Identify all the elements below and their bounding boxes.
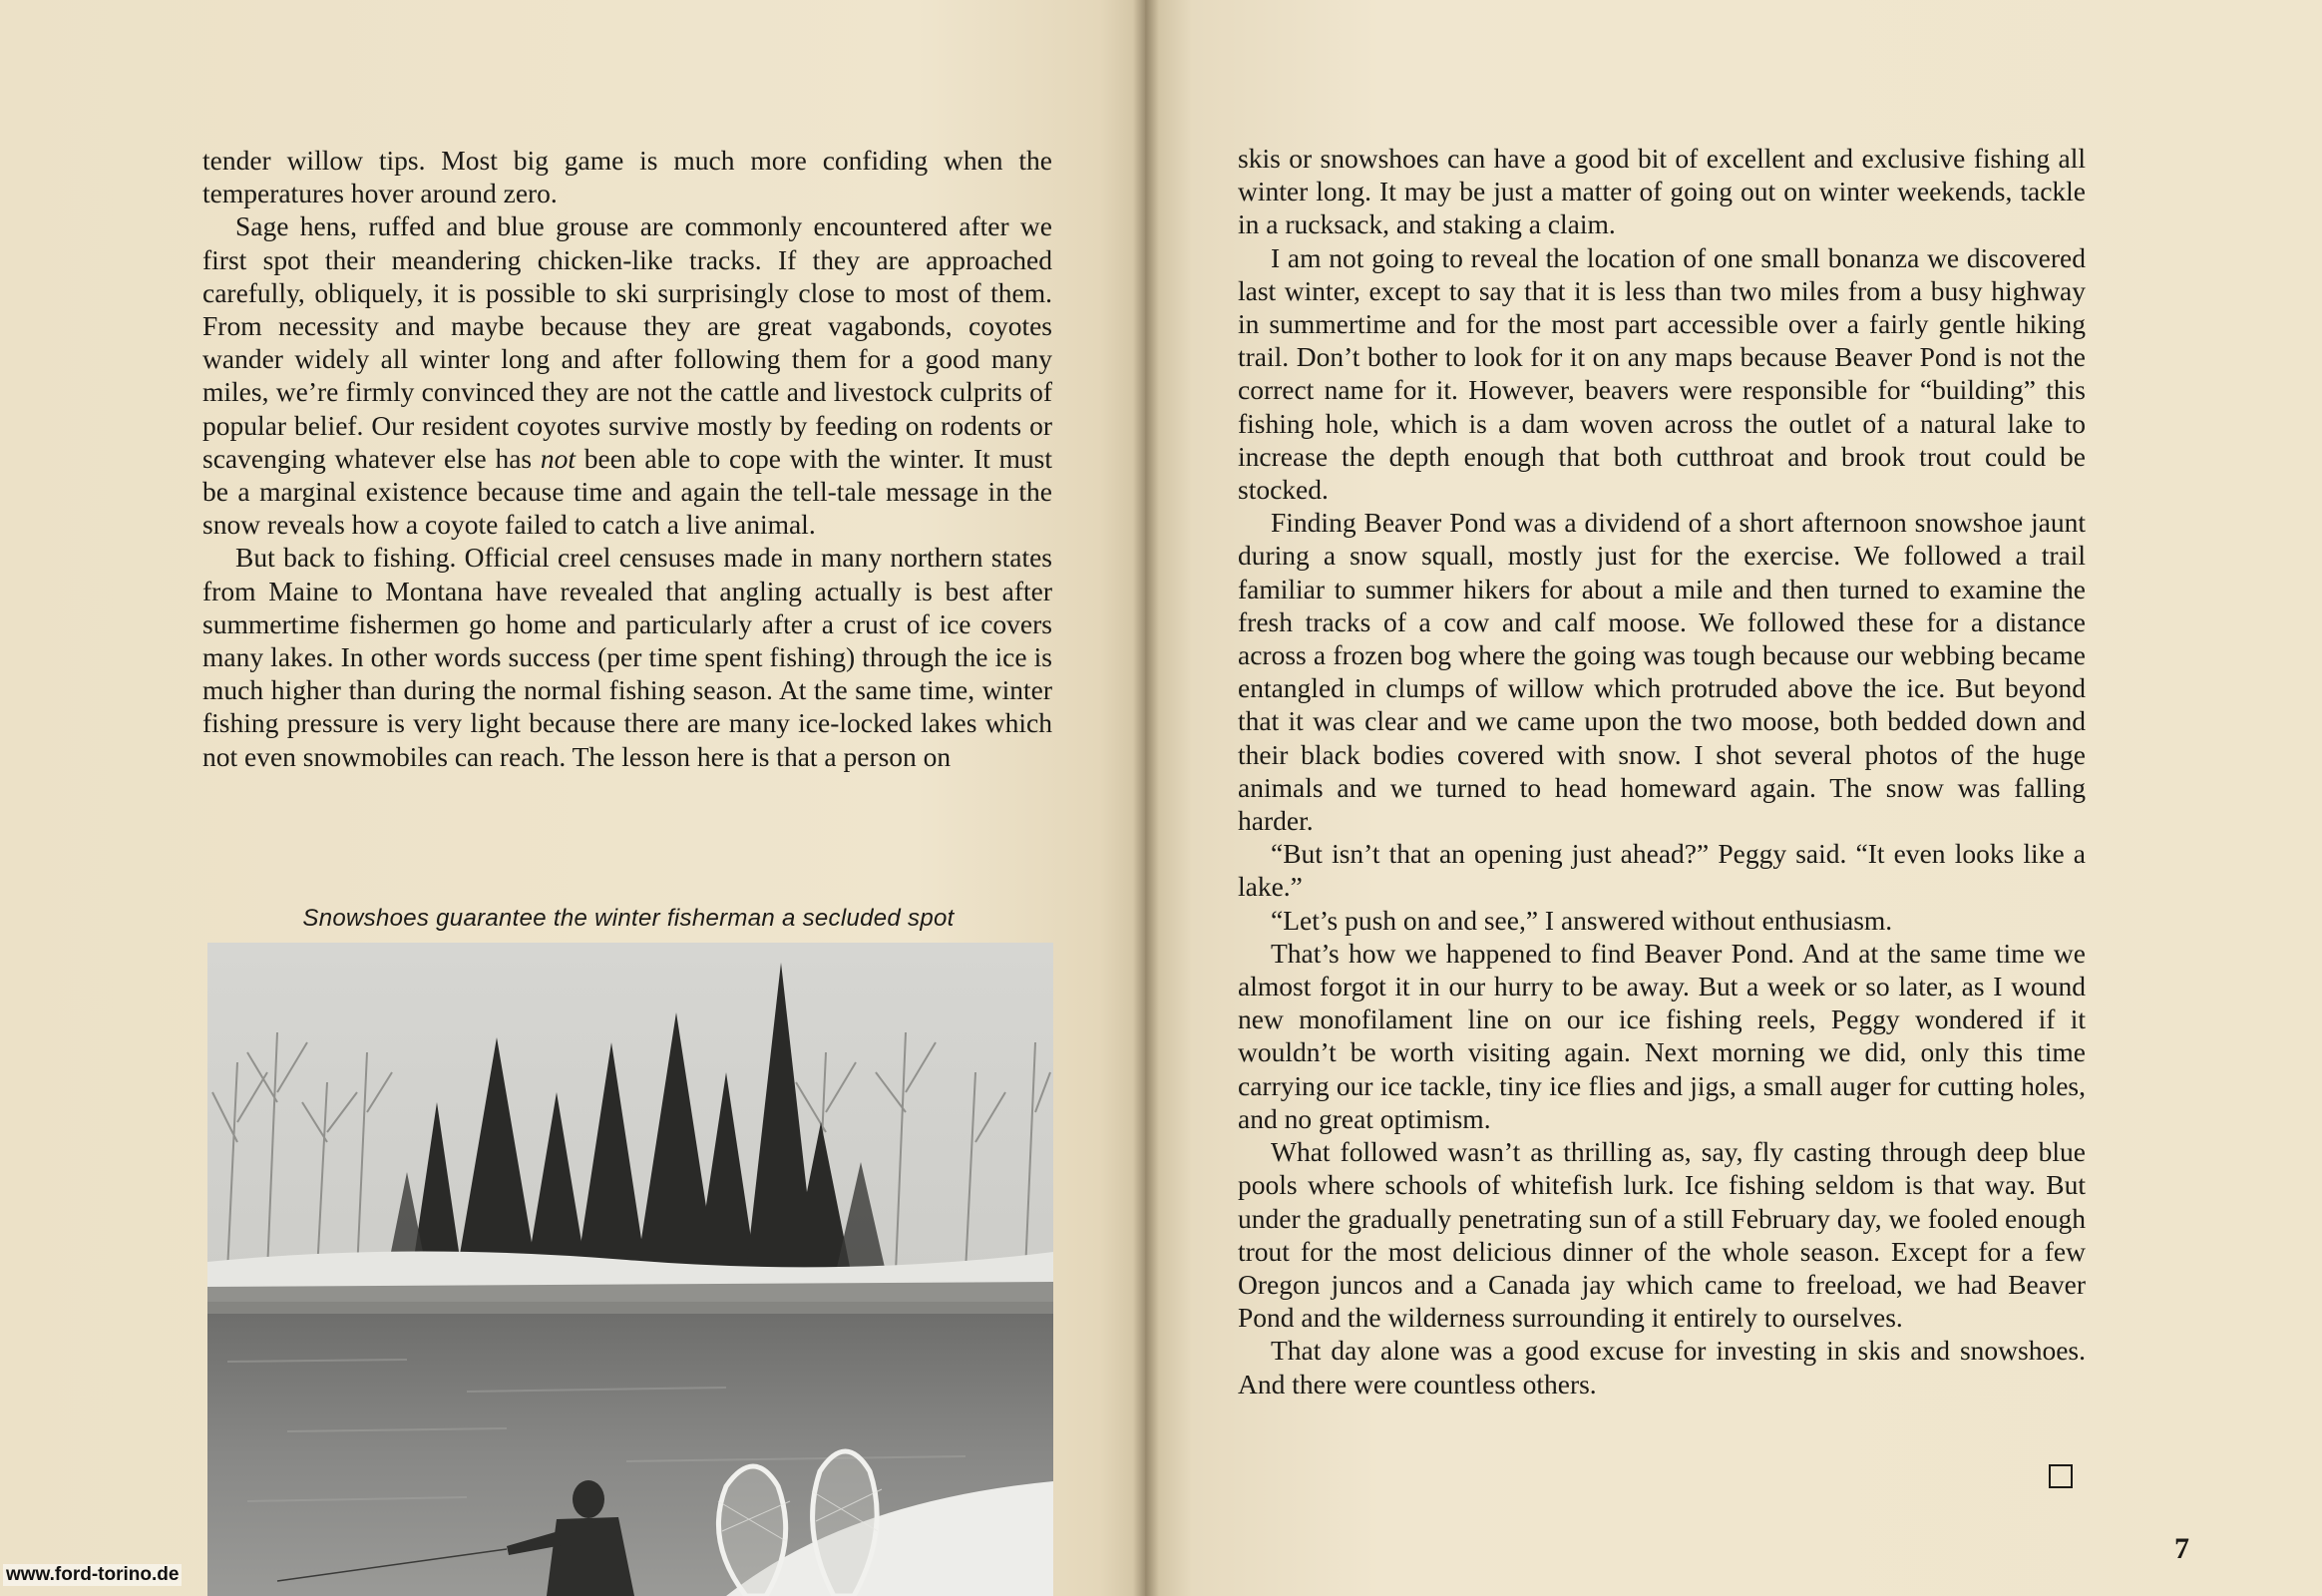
paragraph: Finding Beaver Pond was a dividend of a short afternoon snowshoe jaunt during a snow squall, mostly just for the exercise. We followed a trail familiar to summer hikers for about a mile and then turned to examine the fresh tracks of a cow and calf moose. We followed these for a distance across a frozen bog where the going was tough because our webbing became entangled in clumps of willow which protruded above the ice. But beyond that it was clear and we came upon the two moose, both bedded down and their black bodies covered with snow. I shot several photos of the huge animals and we turned to head homeward again. The snow was falling harder. — [1238, 507, 2086, 837]
paragraph: But back to fishing. Official creel censuses made in many northern states from Maine to Montana have revealed that angling actually is best after summertime fishermen go home and particularly after a crust of ice covers many lakes. In other words success (per time spent fishing) through the ice is much higher than during the normal fishing season. At the same time, winter fishing pressure is very light because there are many ice-locked lakes which not even snowmobiles can reach. The lesson here is that a person on — [202, 542, 1052, 772]
left-text-column — [202, 144, 1052, 773]
book-gutter — [1133, 0, 1159, 1596]
site-watermark: www.ford-torino.de — [3, 1564, 182, 1586]
page-number: 7 — [2174, 1532, 2189, 1565]
paragraph: That’s how we happened to find Beaver Pond. And at the same time we almost forgot it in our hurry to be away. But a week or so later, as I wound new monofilament line on our ice fishing reels, Peggy wondered if it wouldn’t be worth visiting again. Next morning we did, only this time carrying our ice tackle, tiny ice flies and jigs, a small auger for cutting holes, and no great optimism. — [1238, 937, 2086, 1134]
paragraph: tender willow tips. Most big game is much more confiding when the temperatures hover around zero. — [202, 145, 1052, 209]
snowshoe-fisherman-photo — [207, 943, 1053, 1596]
left-page — [0, 0, 1145, 1596]
paragraph: skis or snowshoes can have a good bit of excellent and exclusive fishing all winter long. It may be just a matter of going out on winter weekends, tackle in a rucksack, and staking a claim. — [1238, 143, 2086, 240]
emphasis-text: not — [540, 442, 576, 474]
right-text-column — [1238, 142, 2086, 1400]
paragraph — [202, 209, 1052, 541]
paragraph-text: Sage hens, ruffed and blue grouse are commonly encountered after we first spot their meandering chicken-like tracks. If they are approached carefully, obliquely, it is possible to ski surprisingly close to most of them. From necessity and maybe because they are great vagabonds, coyotes wander widely all winter long and after following them for a good many miles, we’re firmly convinced they are not the cattle and livestock culprits of popular belief. Our resident coyotes survive mostly by feeding on rodents or scavenging whatever else has — [202, 210, 1052, 474]
end-of-article-mark — [2049, 1464, 2073, 1488]
paragraph: What followed wasn’t as thrilling as, say, fly casting through deep blue pools where schools of whitefish lurk. Ice fishing seldom is that way. But under the gradually penetrating sun of a still February day, we fooled enough trout for the most delicious dinner of the whole season. Except for a few Oregon juncos and a Canada jay which came to freeload, we had Beaver Pond and the wilderness surrounding it entirely to ourselves. — [1238, 1136, 2086, 1334]
paragraph: “Let’s push on and see,” I answered without enthusiasm. — [1271, 904, 1893, 936]
paragraph-text: been able to cope with the winter. It must be a marginal existence because time and again the tell-tale message in the snow reveals how a coyote failed to catch a live animal. — [202, 442, 1052, 541]
photo-caption: Snowshoes guarantee the winter fisherman a secluded spot — [302, 905, 955, 932]
paragraph: I am not going to reveal the location of one small bonanza we discovered last winter, except to say that it is less than two miles from a busy highway in summertime and for the most part accessible over a fairly gentle hiking trail. Don’t bother to look for it on any maps because Beaver Pond is not the correct name for it. However, beavers were responsible for “building” this fishing hole, which is a dam woven across the outlet of a natural lake to increase the depth enough that both cutthroat and brook trout could be stocked. — [1238, 241, 2086, 506]
paragraph: That day alone was a good excuse for investing in skis and snowshoes. And there were countless others. — [1238, 1335, 2086, 1399]
paragraph: “But isn’t that an opening just ahead?” Peggy said. “It even looks like a lake.” — [1238, 838, 2086, 903]
